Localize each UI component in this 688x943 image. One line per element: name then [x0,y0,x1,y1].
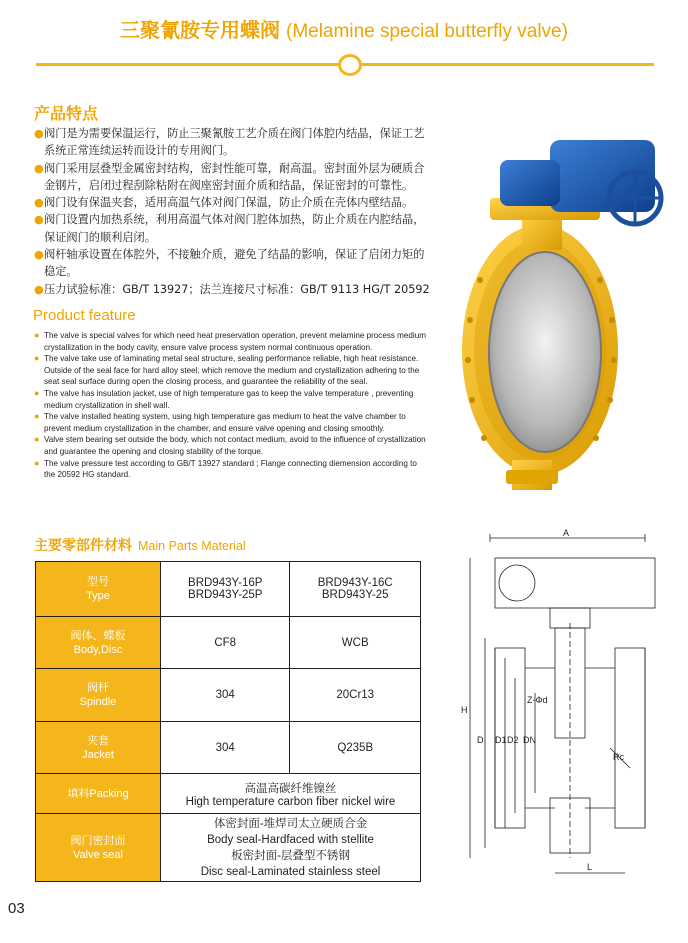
table-cell: BRD943Y-16C BRD943Y-25 [290,562,421,617]
bullet-icon: ● [34,248,44,262]
dim-label-dn: DN [523,735,536,745]
list-item: ● 阀门采用层叠型金属密封结构，密封性能可靠，耐高温。密封面外层为硬质合金钢片，启闭过程刮除粘附在阀座密封面介质和结晶，保证密封的可靠性。 [34,161,425,192]
dim-label-l: L [587,862,593,872]
table-cell: 304 [161,669,290,722]
bullet-icon: ● [34,161,44,175]
row-header: 阀杆 Spindle [36,669,161,722]
electric-actuator [550,140,655,212]
list-item: ● The valve has insulation jacket, use of high temperature gas to keep the valve temperature , preventing medium crystallization in shell wall. [34,387,414,410]
bullet-icon: ● [34,387,40,398]
table-cell: WCB [290,617,421,669]
table-row [36,722,421,774]
page-title [0,14,688,43]
table-cell: Q235B [290,722,421,774]
dim-label-h: H [461,705,468,715]
title-ring-ornament [338,54,362,76]
table-row [36,562,421,617]
features-cn-heading: 产品特点 [34,104,99,123]
bullet-icon: ● [34,411,40,422]
row-header: 填料Packing [36,774,161,814]
dim-label-rc: Rc [613,752,624,762]
bullet-icon: ● [34,434,40,445]
dim-label-d1: D1 [495,735,507,745]
title-rule-left [36,63,338,66]
list-item: ● 阀门设有保温夹套，适用高温气体对阀门保温，防止介质在壳体内壁结晶。 [34,194,434,211]
features-en-list [34,330,426,481]
table-cell: 高温高碳纤维镍丝 High temperature carbon fiber nickel wire [161,774,421,814]
table-row [36,669,421,722]
table-row [36,814,421,882]
materials-heading [34,535,246,555]
list-item: ● 阀门是为需要保温运行，防止三聚氰胺工艺介质在阀门体腔内结晶，保证工艺系统正常连续运转而设计的专用阀门。 [34,127,425,158]
table-cell: 304 [161,722,290,774]
dim-label-zd: Z-Φd [527,695,548,705]
materials-heading-cn: 主要零部件材料 [34,538,132,554]
bullet-icon: ● [34,330,40,340]
features-en-heading: Product feature [33,307,136,324]
list-item: ● 阀门设置内加热系统，利用高温气体对阀门腔体加热，防止介质在内腔结晶，保证阀门的顺利启闭。 [34,213,425,244]
list-item: ● The valve pressure test according to GB/T 13927 standard ; Flange connecting diemension according to the 20592 HG standard. [34,457,417,480]
list-item: ● The valve installed heating system, using high temperature gas medium to heat the valve chamber to prevent medium crystallization in the chamber, and ensure valve opening and closing smoothly. [34,411,406,433]
row-header: 夹套 Jacket [36,722,161,774]
dim-label-d: D [477,735,484,745]
table-cell: 体密封面-堆焊司太立硬质合金 Body seal-Hardfaced with stellite 板密封面-层叠型不锈钢 Disc seal-Laminated stainless steel [161,814,421,882]
bullet-icon: ● [34,213,44,227]
bullet-icon: ● [34,196,44,210]
row-header: 型号 Type [36,562,161,617]
table-cell: CF8 [161,617,290,669]
row-header: 阀体、蝶板 Body,Disc [36,617,161,669]
list-item: ● 压力试验标准：GB/T 13927；法兰连接尺寸标准：GB/T 9113 HG/T 20592 [34,281,434,298]
title-cn: 三聚氰胺专用蝶阀 [120,18,281,42]
materials-heading-en: Main Parts Material [138,539,246,553]
bullet-icon: ● [34,282,44,296]
dim-label-d2: D2 [507,735,519,745]
page-number: 03 [8,900,25,917]
row-header: 阀门密封面 Valve seal [36,814,161,882]
list-item: ● 阀杆轴承设置在体腔外，不接触介质，避免了结晶的影响，保证了启闭力矩的稳定。 [34,248,425,279]
table-row [36,617,421,669]
bullet-icon: ● [34,127,44,140]
table-cell: BRD943Y-16P BRD943Y-25P [161,562,290,617]
list-item: ● Valve stem bearing set outside the body, which not contact medium, avoid to the influence of crystallization and guarantee the opening and closing stability of the torque. [34,434,426,456]
valve-product-photo [450,120,670,500]
title-en: (Melamine special butterfly valve) [286,21,568,42]
list-item: ● The valve is special valves for which need heat preservation operation, prevent melamine process medium crystallization in the body cavity, ensure valve process system normal continuous operation. [34,330,426,352]
dim-label-a: A [563,528,570,538]
dimension-drawing [455,528,685,883]
table-cell: 20Cr13 [290,669,421,722]
table-row [36,774,421,814]
title-rule-right [362,63,654,66]
list-item: ● The valve take use of laminating metal seal structure, sealing performance reliable, high heat resistance. Outside of the seal face for hard alloy steel, which remove the medium and crystallization adhering to the seat seal surface during open the closing process, and guarantee the reliability of the seal. [34,353,420,387]
bullet-icon: ● [34,353,40,364]
parts-material-table [35,561,421,882]
bullet-icon: ● [34,457,40,468]
features-cn-list [34,125,434,298]
